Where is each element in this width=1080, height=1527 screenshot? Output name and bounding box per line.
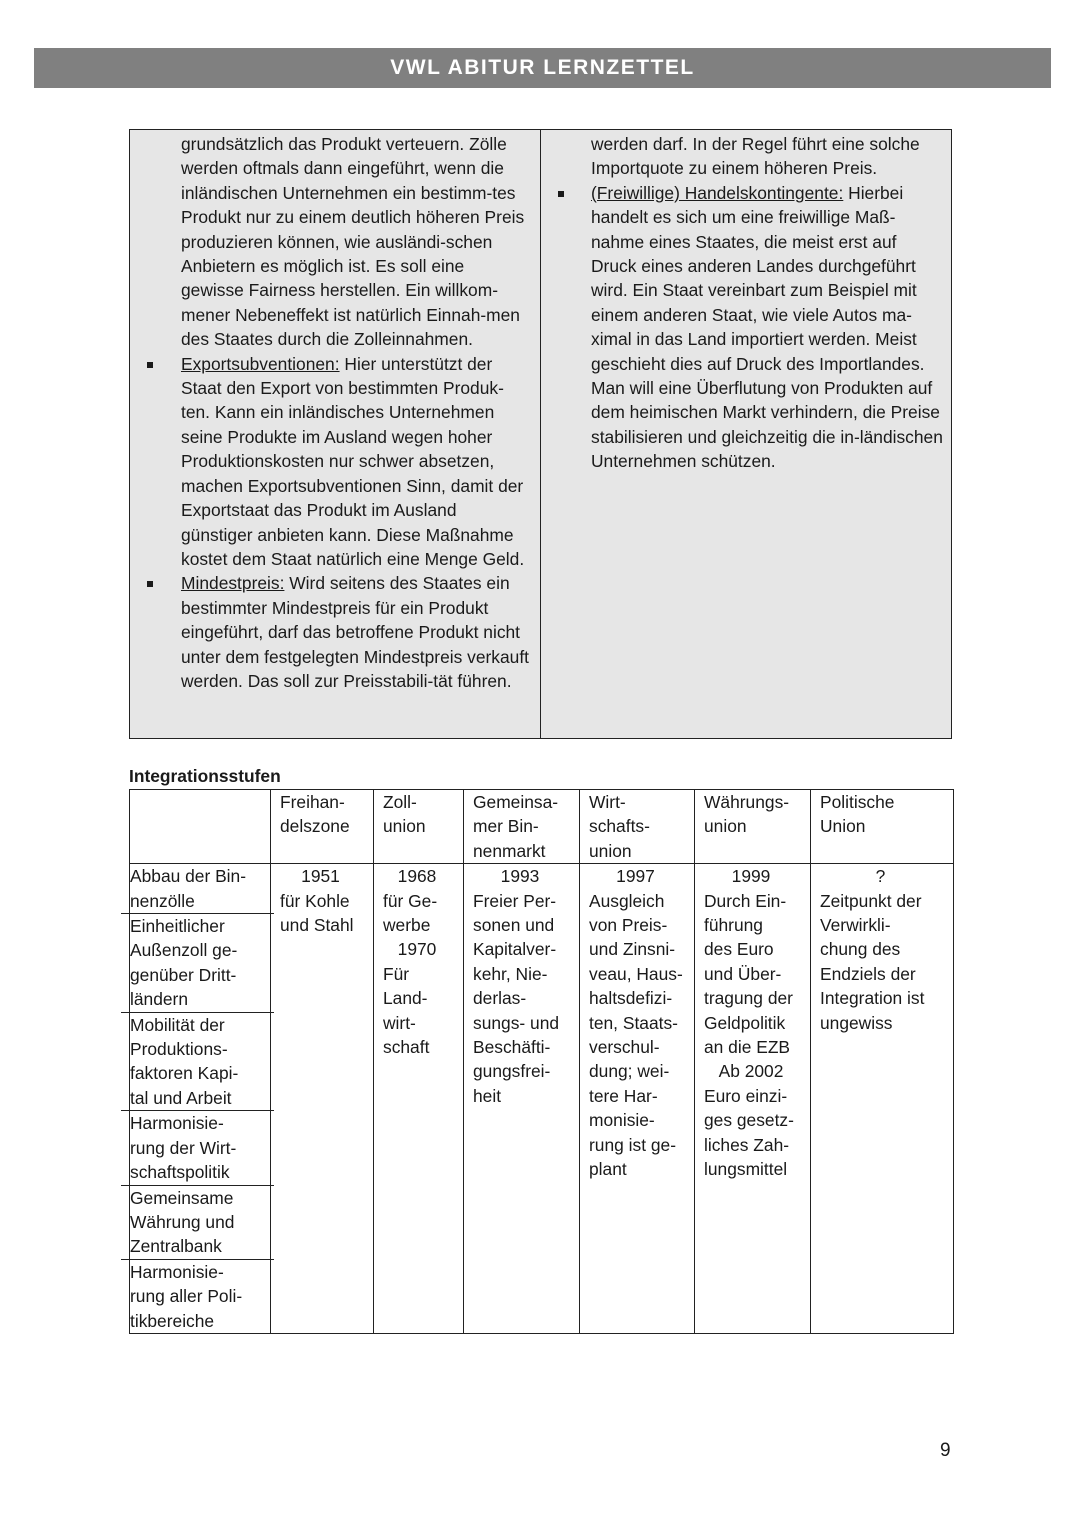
cell-political-union: ? Zeitpunkt der Verwirkli- chung des Endziels der Integration ist ungewiss bbox=[811, 864, 954, 1334]
header-monetary-union: Währungs- union bbox=[695, 790, 811, 864]
term-label: Mindestpreis: bbox=[181, 573, 285, 594]
right-column bbox=[541, 130, 951, 738]
left-column bbox=[130, 130, 541, 738]
header-economic-union: Wirt- schafts- union bbox=[580, 790, 695, 864]
block-text: Wird seitens des Staates ein bestimmter Mindestpreis für ein Produkt eingeführt, darf das betroffene Produkt nicht unter dem festgelegten Mindestpreis verkauft werden. Das soll zur Preisstabili-tät führen. bbox=[181, 573, 529, 691]
block-text: werden darf. In der Regel führt eine solche Importquote zu einem höheren Preis. bbox=[591, 134, 920, 179]
term-label: (Freiwillige) Handelskontingente: bbox=[591, 182, 844, 203]
row-label: Gemeinsame Währung und Zentralbank bbox=[121, 1186, 274, 1260]
header-customs-union: Zoll- union bbox=[374, 790, 464, 864]
row-label: Harmonisie- rung aller Poli- tikbereiche bbox=[130, 1261, 243, 1331]
text-block bbox=[130, 132, 530, 352]
bullet-export-subsidies bbox=[130, 352, 530, 572]
bullet-minimum-price bbox=[130, 571, 530, 693]
bullet-trade-quotas bbox=[541, 181, 945, 474]
term-label: Exportsubventionen: bbox=[181, 353, 340, 374]
row-label: Mobilität der Produktions- faktoren Kapi- tal und Arbeit bbox=[121, 1013, 274, 1112]
cell-free-trade-zone: 1951 für Kohle und Stahl bbox=[271, 864, 374, 1334]
trade-measures-box bbox=[129, 129, 952, 739]
cell-customs-union: 1968 für Ge- werbe 1970 Für Land- wirt- schaft bbox=[374, 864, 464, 1334]
block-text: grundsätzlich das Produkt verteuern. Zölle werden oftmals dann eingeführt, wenn die inländischen Unternehmen ein bestimm-tes Produkt nur zu einem deutlich höheren Preis produzieren können, wie ausländi-schen Anbietern es möglich ist. Es soll eine gewisse Fairness herstellen. Ein willkom-mener Nebeneffekt ist natürlich Einnah-men des Staates durch die Zolleinnahmen. bbox=[181, 134, 525, 350]
row-label: Abbau der Bin- nenzölle bbox=[121, 864, 274, 914]
section-title: Integrationsstufen bbox=[129, 766, 281, 786]
document-header: VWL ABITUR LERNZETTEL bbox=[34, 48, 1051, 88]
header-political-union: Politische Union bbox=[811, 790, 954, 864]
header-common-market: Gemeinsa- mer Bin- nenmarkt bbox=[464, 790, 580, 864]
page-number: 9 bbox=[940, 1440, 951, 1461]
integration-table bbox=[129, 789, 954, 1334]
header-free-trade-zone: Freihan- delszone bbox=[271, 790, 374, 864]
block-text: Hier unterstützt der Staat den Export von bestimmten Produk-ten. Kann ein inländisches Unternehmen seine Produkte im Ausland wegen hoher Produktionskosten nur schwer absetzen, machen Exportsubventionen Sinn, damit der Exportstaat das Produkt im Ausland günstiger anbieten kann. Diese Maßnahme kostet dem Staat natürlich eine Menge Geld. bbox=[181, 353, 525, 569]
cell-economic-union: 1997 Ausgleich von Preis- und Zinsni- veau, Haus- haltsdefizi- ten, Staats- verschul- dung; wei- tere Har- monisie- rung ist ge- plant bbox=[580, 864, 695, 1334]
row-label: Einheitlicher Außenzoll ge- genüber Dritt- ländern bbox=[121, 914, 274, 1013]
header-empty-cell bbox=[130, 790, 271, 864]
table-row bbox=[130, 864, 954, 1334]
row-labels-cell bbox=[130, 864, 271, 1334]
table-header-row bbox=[130, 790, 954, 864]
row-label: Harmonisie- rung der Wirt- schaftspolitik bbox=[121, 1111, 274, 1185]
text-block bbox=[541, 132, 945, 181]
block-text: Hierbei handelt es sich um eine freiwillige Maß-nahme eines Staates, die meist erst auf Druck eines anderen Landes durchgeführt wird. Ein Staat vereinbart zum Beispiel mit einem anderen Staat, wie viele Autos ma-ximal in das Land importiert werden. Meist geschieht dies auf Druck des Importlandes. Man will eine Überflutung von Produkten auf dem heimischen Markt verhindern, die Preise stabilisieren und gleichzeitig die in-ländischen Unternehmen schützen. bbox=[591, 182, 943, 472]
cell-monetary-union: 1999 Durch Ein- führung des Euro und Über- tragung der Geldpolitik an die EZB Ab 2002 Euro einzi- ges gesetz- liches Zah- lungsmittel bbox=[695, 864, 811, 1334]
cell-common-market: 1993 Freier Per- sonen und Kapitalver- kehr, Nie- derlas- sungs- und Beschäfti- gungsfrei- heit bbox=[464, 864, 580, 1334]
